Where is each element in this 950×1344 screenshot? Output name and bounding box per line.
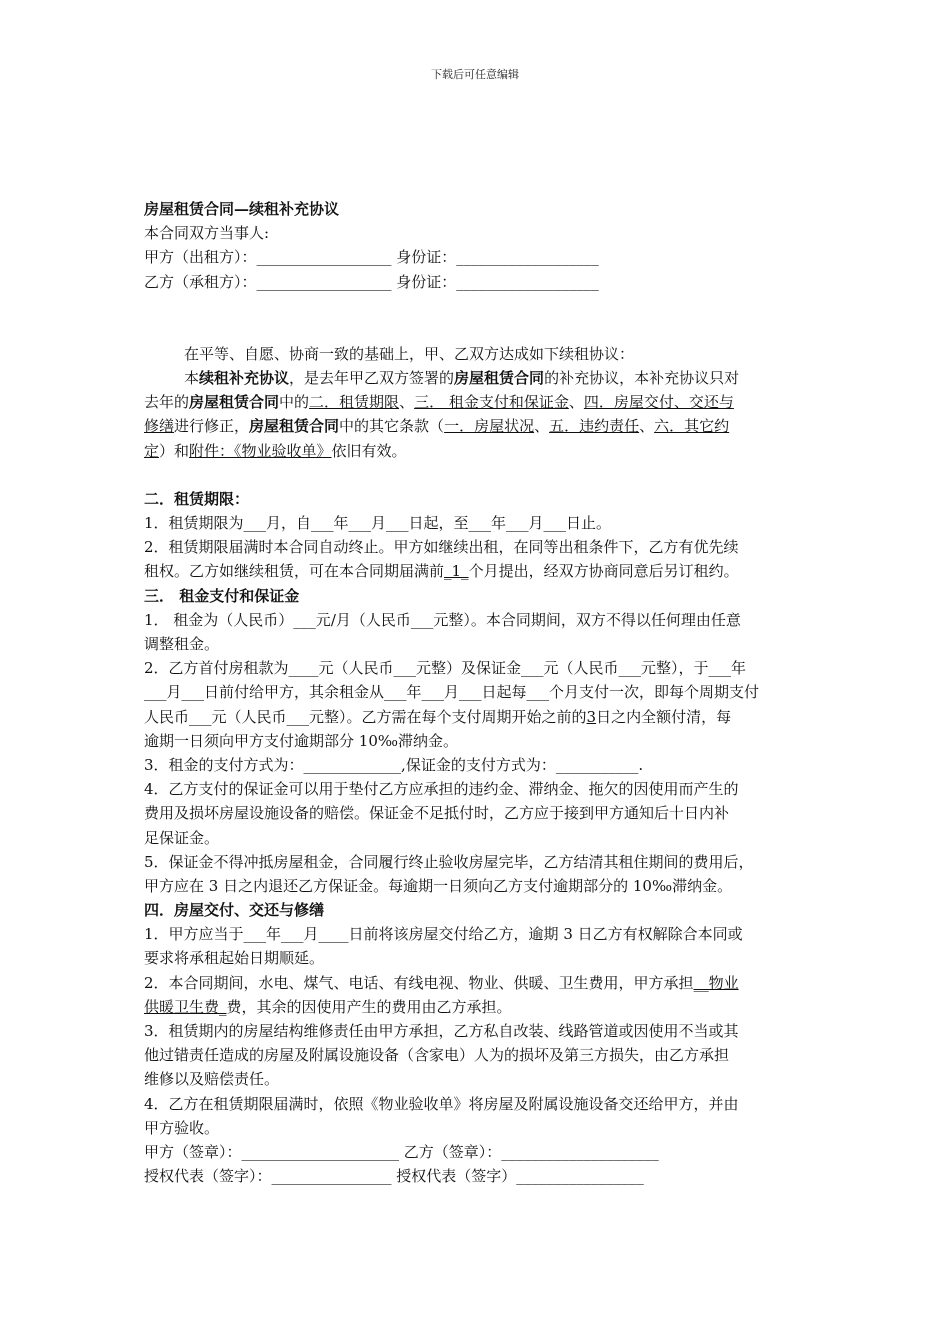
preamble-underlined-ref: 三． 租金支付和保证金 (414, 393, 569, 412)
preamble-bold-term: 续租补充协议 (199, 368, 290, 387)
section-4-line: 3．租赁期内的房屋结构维修责任由甲方承担，乙方私自改装、线路管道或因使用不当或其 (144, 1022, 739, 1040)
preamble-text: 本 (184, 368, 200, 387)
section-3-line: 4．乙方支付的保证金可以用于垫付乙方应承担的违约金、滞纳金、拖欠的因使用而产生的 (144, 780, 739, 799)
section-2-title: 二．租赁期限： (144, 489, 250, 508)
section-2-line: 1．租赁期限为___月，自___年___月___日起，至___年___月___日止。 (144, 514, 612, 533)
preamble-underlined-ref: 定 (144, 441, 160, 460)
section-4-line: 1．甲方应当于___年___月____日前将该房屋交付给乙方，逾期 3 日乙方有权解除合本同或 (144, 925, 743, 944)
preamble-text: 的补充协议，本补充协议只对 (544, 368, 740, 387)
preamble-line-1: 在平等、自愿、协商一致的基础上，甲、乙双方达成如下续租协议： (184, 344, 635, 363)
section-2-text: 租权。乙方如继续租赁，可在本合同期届满前 (144, 562, 445, 581)
section-2-text: 个月提出，经双方协商同意后另订租约。 (468, 562, 739, 581)
section-4-text: 2．本合同期间，水电、煤气、电话、有线电视、物业、供暖、卫生费用，甲方承担 (144, 973, 694, 992)
preamble-underlined-ref: 修缮 (144, 417, 175, 436)
party-b-line: 乙方（承租方）：__________________ 身份证：___________________ (144, 272, 599, 291)
preamble-text: 依旧有效。 (331, 441, 407, 460)
preamble-line-2 (144, 366, 816, 390)
preamble-underlined-ref: 二．租赁期限 (309, 393, 400, 412)
preamble-text: 中的 (279, 393, 310, 412)
section-2-line (144, 559, 816, 583)
signature-line-parties: 甲方（签章）：_____________________ 乙方（签章）：_____________________ (144, 1142, 659, 1161)
section-4-title: 四．房屋交付、交还与修缮 (144, 901, 325, 920)
document-title: 房屋租赁合同—续租补充协议 (144, 200, 340, 218)
section-4-underlined-value: 供暖卫生费_ (144, 997, 227, 1016)
section-3-line: 足保证金。 (144, 828, 220, 847)
section-4-line (144, 995, 816, 1019)
spacer (144, 294, 816, 342)
preamble-underlined-ref: 一．房屋状况 (444, 417, 535, 436)
parties-intro: 本合同双方当事人: (144, 224, 270, 243)
section-4-underlined-value: __物业 (693, 973, 739, 992)
preamble-bold-term: 房屋租赁合同 (189, 393, 280, 412)
section-4-line: 甲方验收。 (144, 1118, 220, 1137)
signature-line-representatives: 授权代表（签字）：________________ 授权代表（签字）_________________ (144, 1167, 644, 1186)
section-3-title: 三． 租金支付和保证金 (144, 586, 300, 605)
section-4-line: 维修以及赔偿责任。 (144, 1070, 280, 1089)
preamble-text: 中的其它条款（ (339, 417, 445, 436)
spacer (144, 463, 816, 487)
section-4-text: 费，其余的因使用产生的费用由乙方承担。 (226, 997, 512, 1016)
section-4-line: 4．乙方在租赁期限届满时，依照《物业验收单》将房屋及附属设施设备交还给甲方，并由 (144, 1094, 739, 1113)
section-4-line: 他过错责任造成的房屋及附属设施设备（含家电）人为的损坏及第三方损失，由乙方承担 (144, 1046, 730, 1065)
document-body (144, 197, 816, 1188)
party-a-line: 甲方（出租方）：__________________ 身份证：___________________ (144, 248, 599, 267)
section-3-line: 费用及损坏房屋设施设备的赔偿。保证金不足抵付时，乙方应于接到甲方通知后十日内补 (144, 804, 730, 823)
preamble-bold-term: 房屋租赁合同 (454, 368, 545, 387)
section-3-line: 逾期一日须向甲方支付逾期部分 10‰滞纳金。 (144, 731, 458, 750)
section-3-line: 甲方应在 3 日之内退还乙方保证金。每逾期一日须向乙方支付逾期部分的 10‰滞纳金。 (144, 876, 733, 895)
section-3-line: 调整租金。 (144, 635, 220, 653)
preamble-text: 、 (399, 393, 415, 412)
preamble-text: 、 (639, 417, 655, 436)
section-4-line: 要求将承租起始日期顺延。 (144, 949, 325, 968)
section-3-line (144, 705, 816, 729)
section-3-text: 日之内全额付清，每 (596, 707, 732, 726)
section-3-line: 5．保证金不得冲抵房屋租金，合同履行终止验收房屋完毕，乙方结清其租住期间的费用后， (144, 852, 754, 871)
preamble-underlined-ref: 附件：《物业验收单》 (189, 441, 332, 460)
preamble-underlined-ref: 六．其它约 (654, 417, 730, 436)
preamble-bold-term: 房屋租赁合同 (249, 417, 340, 436)
section-3-line: 2．乙方首付房租款为____元（人民币___元整）及保证金___元（人民币___元整），于___年 (144, 659, 747, 678)
preamble-text: 去年的 (144, 393, 190, 412)
preamble-text: 进行修正， (174, 417, 250, 436)
page-header-note: 下载后可任意编辑 (431, 68, 519, 81)
section-4-line (144, 971, 816, 995)
section-3-line: ___月___日前付给甲方，其余租金从___年___月___日起每___个月支付一次，即每个周期支付 (144, 683, 760, 702)
section-2-underlined-value: _1_ (444, 562, 469, 581)
preamble-underlined-ref: 四．房屋交付、交还与 (583, 393, 734, 412)
preamble-text: ，是去年甲乙双方签署的 (289, 368, 455, 387)
preamble-line-5 (144, 439, 816, 463)
section-2-line: 2．租赁期限届满时本合同自动终止。甲方如继续出租，在同等出租条件下，乙方有优先续 (144, 538, 739, 557)
preamble-text: 、 (534, 417, 550, 436)
section-3-text: 人民币___元（人民币___元整）。乙方需在每个支付周期开始之前的 (144, 707, 587, 726)
section-3-underlined-value: 3 (586, 707, 597, 726)
preamble-text: 、 (568, 393, 584, 412)
preamble-line-4 (144, 414, 816, 438)
preamble-underlined-ref: 五．违约责任 (549, 417, 640, 436)
preamble-line-3 (144, 390, 816, 414)
section-3-line: 3．租金的支付方式为：_____________,保证金的支付方式为：___________. (144, 755, 644, 774)
preamble-text: ）和 (159, 441, 190, 460)
section-3-line: 1． 租金为（人民币）___元/月（人民币___元整）。本合同期间，双方不得以任何理由任意 (144, 610, 741, 629)
